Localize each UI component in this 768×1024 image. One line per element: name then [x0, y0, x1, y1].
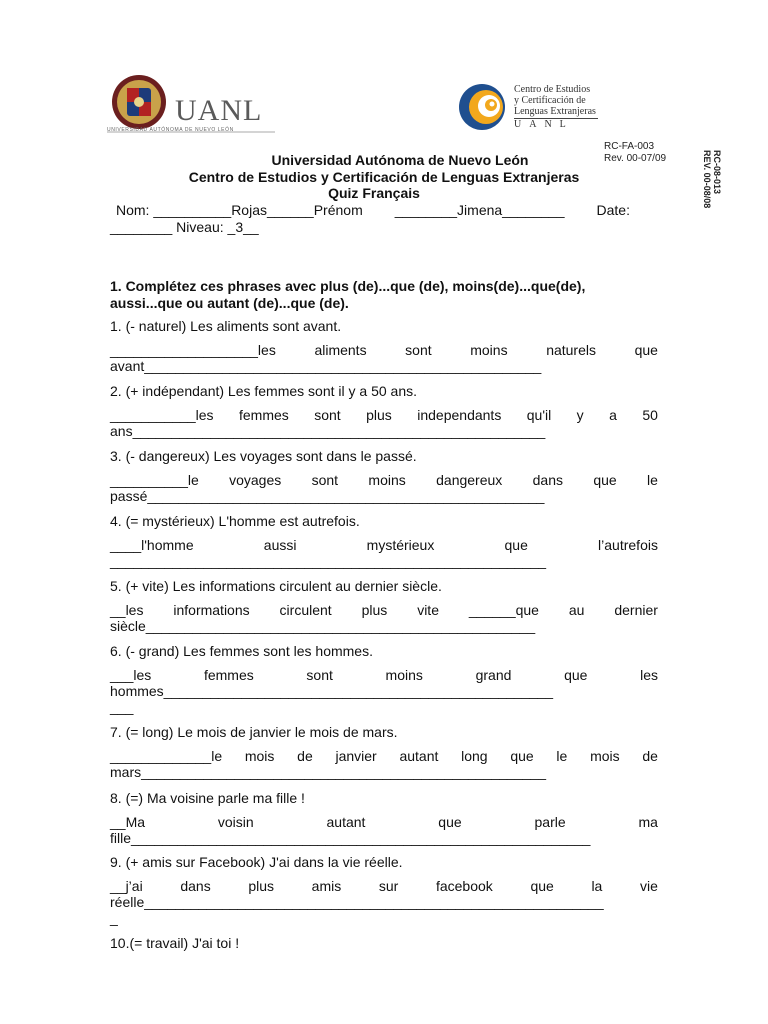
answer-continuation[interactable]: siècle__________________________________________________	[110, 618, 536, 634]
answer-continuation[interactable]: ________________________________________________________	[110, 553, 547, 569]
answer-word: que	[504, 537, 528, 553]
question-heading-line-1: 1. Complétez ces phrases avec plus (de)...que (de), moins(de)...que(de),	[110, 278, 586, 294]
answer-word: le	[647, 472, 658, 488]
answer-word: mois	[244, 748, 275, 764]
answer-overflow[interactable]: ___	[110, 699, 134, 715]
answer-word: autant	[399, 748, 439, 764]
answer-word: autant	[326, 814, 366, 830]
answer-word: de	[297, 748, 313, 764]
exercise-prompt: 3. (- dangereux) Les voyages sont dans le passé.	[110, 448, 417, 464]
answer-word: voyages	[229, 472, 282, 488]
answer-word: grand	[475, 667, 512, 683]
exercise-prompt: 1. (- naturel) Les aliments sont avant.	[110, 318, 342, 334]
question-heading-line-2: aussi...que ou autant (de)...que (de).	[110, 295, 349, 311]
university-title: Universidad Autónoma de Nuevo León	[271, 152, 529, 168]
answer-word: femmes	[238, 407, 289, 423]
student-name: Nom: __________Rojas______Prénom	[116, 202, 363, 218]
student-firstname: ________Jimena________	[394, 202, 565, 218]
student-info-line	[116, 202, 630, 219]
uanl-logo-caption: UNIVERSIDAD AUTÓNOMA DE NUEVO LEÓN	[107, 127, 234, 133]
answer-continuation[interactable]: mars____________________________________________________	[110, 764, 546, 780]
answer-word: l’autrefois	[598, 537, 658, 553]
answer-word: long	[461, 748, 488, 764]
answer-word: que	[593, 472, 617, 488]
answer-line[interactable]	[110, 537, 658, 554]
answer-word: ____l'homme	[110, 537, 194, 553]
exercise-prompt: 5. (+ vite) Les informations circulent au dernier siècle.	[110, 578, 442, 594]
answer-word: sont	[311, 472, 339, 488]
answer-line[interactable]	[110, 602, 658, 619]
answer-word: mois	[590, 748, 620, 764]
answer-word: que	[634, 342, 658, 358]
answer-line[interactable]	[110, 342, 658, 359]
answer-line[interactable]	[110, 667, 658, 684]
answer-word: les	[640, 667, 658, 683]
answer-word: _____________le	[110, 748, 223, 764]
answer-word: mystérieux	[366, 537, 435, 553]
answer-word: amis	[311, 878, 342, 894]
answer-word: dangereux	[436, 472, 503, 488]
answer-word: qu'il	[526, 407, 552, 423]
spiral-shell-icon	[456, 82, 510, 132]
exercise-prompt: 4. (= mystérieux) L'homme est autrefois.	[110, 513, 360, 529]
cec-logo-uanl: UANL	[514, 119, 574, 130]
answer-word: que	[530, 878, 554, 894]
uanl-logo	[107, 74, 275, 138]
answer-word: plus	[248, 878, 275, 894]
answer-overflow[interactable]: _	[110, 910, 118, 926]
answer-line[interactable]	[110, 878, 658, 895]
answer-word: au	[568, 602, 585, 618]
answer-word: dernier	[614, 602, 658, 618]
exercise-prompt: 9. (+ amis sur Facebook) J'ai dans la vie réelle.	[110, 854, 403, 870]
answer-word: parle	[534, 814, 566, 830]
cec-logo-line-3: Lenguas Extranjeras	[514, 106, 596, 117]
answer-continuation[interactable]: avant___________________________________________________	[110, 358, 542, 374]
answer-word: moins	[385, 667, 423, 683]
answer-word: plus	[361, 602, 388, 618]
center-title: Centro de Estudios y Certificación de Lenguas Extranjeras	[188, 169, 580, 185]
answer-word: ______que	[468, 602, 539, 618]
answer-line[interactable]	[110, 748, 658, 765]
uanl-logo-text: UANL	[175, 94, 263, 127]
answer-line[interactable]	[110, 472, 658, 489]
date-label: Date:	[596, 202, 630, 218]
answer-line[interactable]	[110, 814, 658, 831]
answer-word: aliments	[314, 342, 367, 358]
answer-word: de	[642, 748, 658, 764]
answer-continuation[interactable]: fille___________________________________________________________	[110, 830, 591, 846]
answer-word: sont	[306, 667, 333, 683]
exercise-prompt: 10.(= travail) J'ai toi !	[110, 935, 240, 951]
side-code-2: REV. 00-08/08	[702, 150, 712, 209]
side-code-1: RC-08-013	[712, 150, 722, 195]
answer-word: la	[591, 878, 603, 894]
answer-word: y	[576, 407, 584, 423]
answer-word: informations	[173, 602, 250, 618]
answer-word: 50	[642, 407, 658, 423]
answer-continuation[interactable]: ans_____________________________________________________	[110, 423, 546, 439]
exercise-prompt: 2. (+ indépendant) Les femmes sont il y a 50 ans.	[110, 383, 418, 399]
answer-word: moins	[368, 472, 406, 488]
exercise-prompt: 8. (=) Ma voisine parle ma fille !	[110, 790, 305, 806]
answer-continuation[interactable]: passé___________________________________________________	[110, 488, 545, 504]
answer-word: independants	[417, 407, 502, 423]
question-heading	[110, 278, 658, 312]
answer-word: janvier	[335, 748, 377, 764]
answer-word: plus	[366, 407, 392, 423]
cec-logo	[456, 82, 606, 132]
answer-continuation[interactable]: hommes__________________________________________________	[110, 683, 553, 699]
answer-word: le	[556, 748, 568, 764]
answer-word: aussi	[263, 537, 297, 553]
answer-word: sur	[378, 878, 399, 894]
answer-word: vie	[639, 878, 658, 894]
student-level: ________ Niveau: _3__	[110, 219, 259, 235]
answer-word: dans	[532, 472, 563, 488]
answer-word: naturels	[546, 342, 596, 358]
answer-word: femmes	[203, 667, 254, 683]
answer-word: ___les	[110, 667, 152, 683]
answer-word: vite	[417, 602, 439, 618]
answer-word: que	[510, 748, 534, 764]
answer-word: circulent	[279, 602, 332, 618]
answer-word: facebook	[435, 878, 493, 894]
answer-word: sont	[405, 342, 432, 358]
answer-word: sont	[314, 407, 341, 423]
answer-word: ___________________les	[110, 342, 276, 358]
answer-word: __j’ai	[110, 878, 143, 894]
cec-logo-line-1: Centro de Estudios	[514, 84, 591, 95]
answer-word: __les	[110, 602, 144, 618]
revision: Rev. 00-07/09	[604, 153, 667, 164]
answer-word: ma	[638, 814, 658, 830]
cec-logo-line-2: y Certificación de	[514, 95, 586, 106]
answer-word: ___________les	[110, 407, 214, 423]
quiz-title: Quiz Français	[328, 185, 420, 201]
answer-continuation[interactable]: réelle___________________________________________________________	[110, 894, 604, 910]
answer-word: __________le	[110, 472, 199, 488]
answer-line[interactable]	[110, 407, 658, 424]
answer-word: moins	[470, 342, 508, 358]
answer-word: que	[564, 667, 588, 683]
answer-word: dans	[180, 878, 211, 894]
answer-word: __Ma	[110, 814, 146, 830]
exercise-prompt: 6. (- grand) Les femmes sont les hommes.	[110, 643, 373, 659]
answer-word: a	[609, 407, 617, 423]
answer-word: voisin	[217, 814, 254, 830]
rc-code: RC-FA-003	[604, 141, 655, 152]
exercise-prompt: 7. (= long) Le mois de janvier le mois de mars.	[110, 724, 398, 740]
answer-word: que	[438, 814, 462, 830]
